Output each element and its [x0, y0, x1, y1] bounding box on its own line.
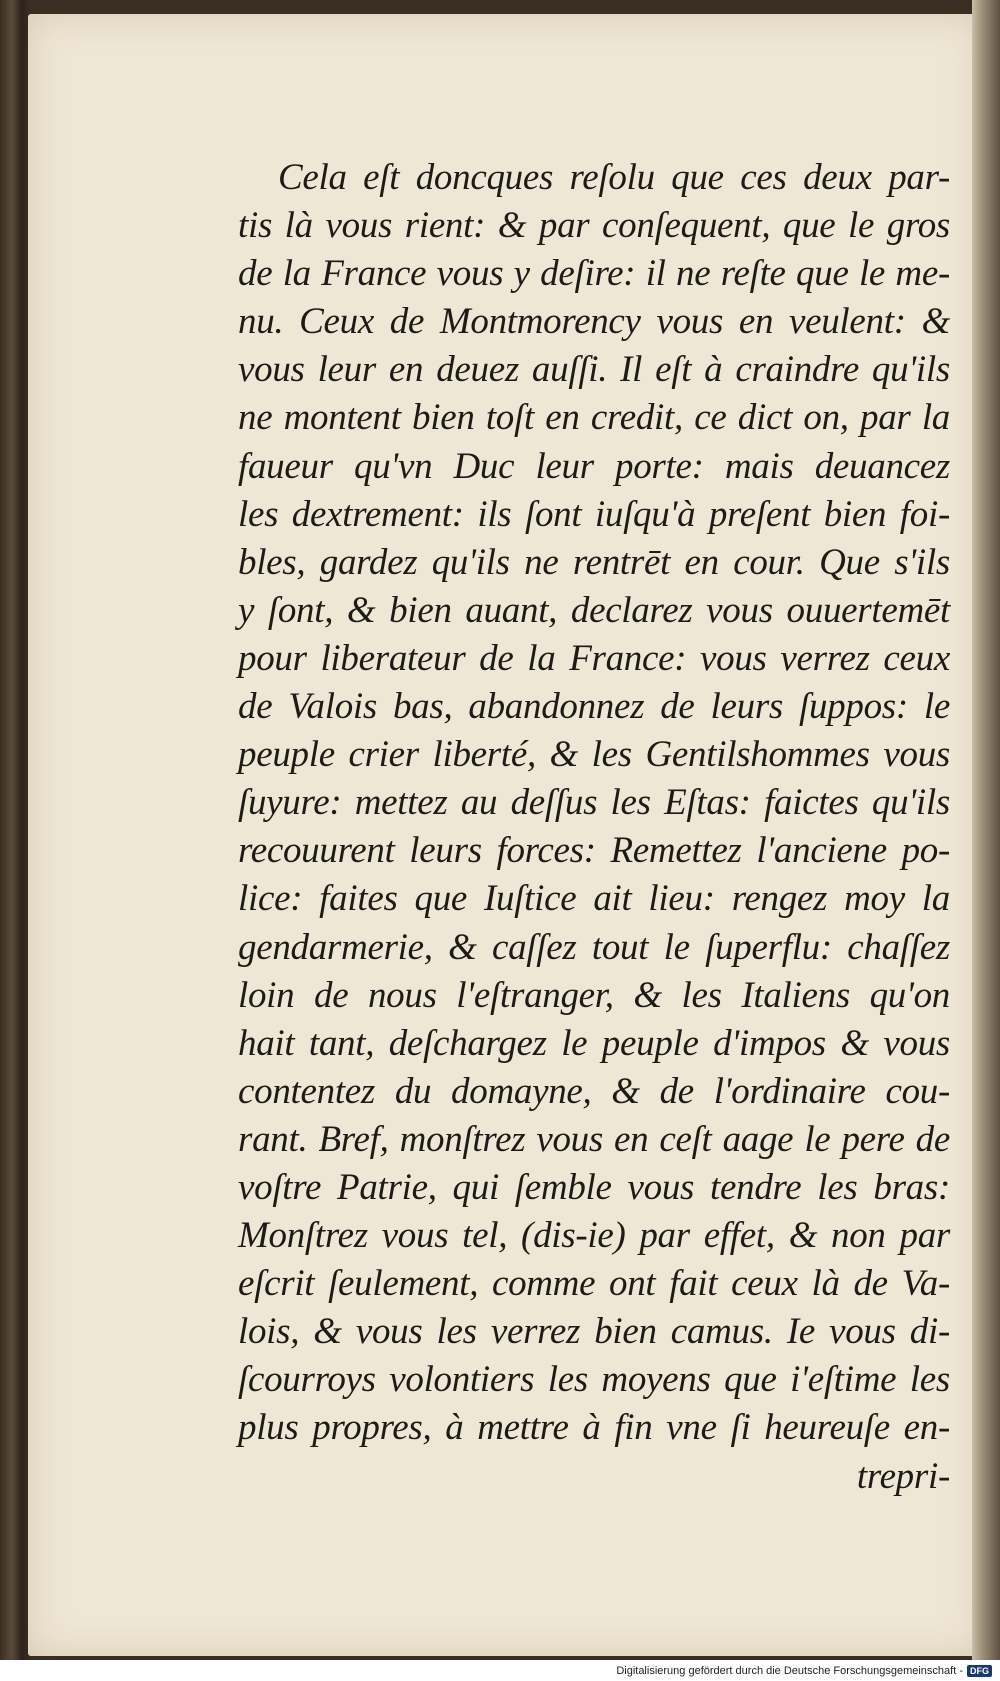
text-line: ſcourroys volontiers les moyens que i'eſtime les	[238, 1359, 950, 1401]
footer-credit: Digitalisierung gefördert durch die Deutsche Forschungsgemeinschaft -	[616, 1664, 963, 1677]
text-line: nu. Ceux de Montmorency vous en veulent: &	[238, 301, 950, 343]
text-line: plus propres, à mettre à fin vne ſi heureuſe en-	[238, 1407, 950, 1449]
text-line: vous leur en deuez auſſi. Il eſt à craindre qu'ils	[238, 349, 950, 391]
text-line: de Valois bas, abandonnez de leurs ſuppos: le	[238, 686, 950, 728]
text-line: hait tant, deſchargez le peuple d'impos & vous	[238, 1022, 950, 1064]
text-line: gendarmerie, & caſſez tout le ſuperflu: chaſſez	[238, 926, 950, 968]
dfg-logo-icon: DFG	[967, 1665, 992, 1677]
book-page	[28, 14, 983, 1656]
book-edge	[972, 0, 1000, 1660]
digitization-footer	[0, 1660, 1000, 1681]
text-line: Monſtrez vous tel, (dis-ie) par effet, & non par	[238, 1215, 950, 1257]
text-line: de la France vous y deſire: il ne reſte que le me-	[238, 253, 950, 295]
text-line: faueur qu'vn Duc leur porte: mais deuancez	[238, 445, 950, 487]
text-line: ſuyure: mettez au deſſus les Eſtas: faictes qu'ils	[238, 782, 950, 824]
text-line: peuple crier liberté, & les Gentilshommes vous	[238, 734, 950, 776]
text-line: loin de nous l'eſtranger, & les Italiens qu'on	[238, 974, 950, 1016]
text-line: tis là vous rient: & par conſequent, que le gros	[238, 205, 950, 247]
text-line: contentez du domayne, & de l'ordinaire cou-	[238, 1070, 950, 1112]
text-line: ne montent bien toſt en credit, ce dict on, par la	[238, 397, 950, 439]
text-line: pour liberateur de la France: vous verrez ceux	[238, 637, 950, 679]
page-text	[238, 154, 950, 1501]
text-line: voſtre Patrie, qui ſemble vous tendre les bras:	[238, 1166, 950, 1208]
text-line: les dextrement: ils ſont iuſqu'à preſent bien foi-	[238, 493, 950, 535]
text-line: Cela eſt doncques reſolu que ces deux par-	[278, 157, 950, 198]
text-line: eſcrit ſeulement, comme ont fait ceux là de Va-	[238, 1263, 950, 1305]
text-line: recouurent leurs forces: Remettez l'anciene po-	[238, 830, 950, 872]
catchword: trepri-	[856, 1455, 950, 1497]
text-line: bles, gardez qu'ils ne rentrēt en cour. Que s'ils	[238, 541, 950, 583]
text-line: lice: faites que Iuſtice ait lieu: rengez moy la	[238, 878, 950, 920]
text-line: rant. Bref, monſtrez vous en ceſt aage le pere de	[238, 1118, 950, 1160]
text-line: lois, & vous les verrez bien camus. Ie vous di-	[238, 1311, 950, 1353]
text-line: y ſont, & bien auant, declarez vous ouuertemēt	[238, 589, 950, 631]
